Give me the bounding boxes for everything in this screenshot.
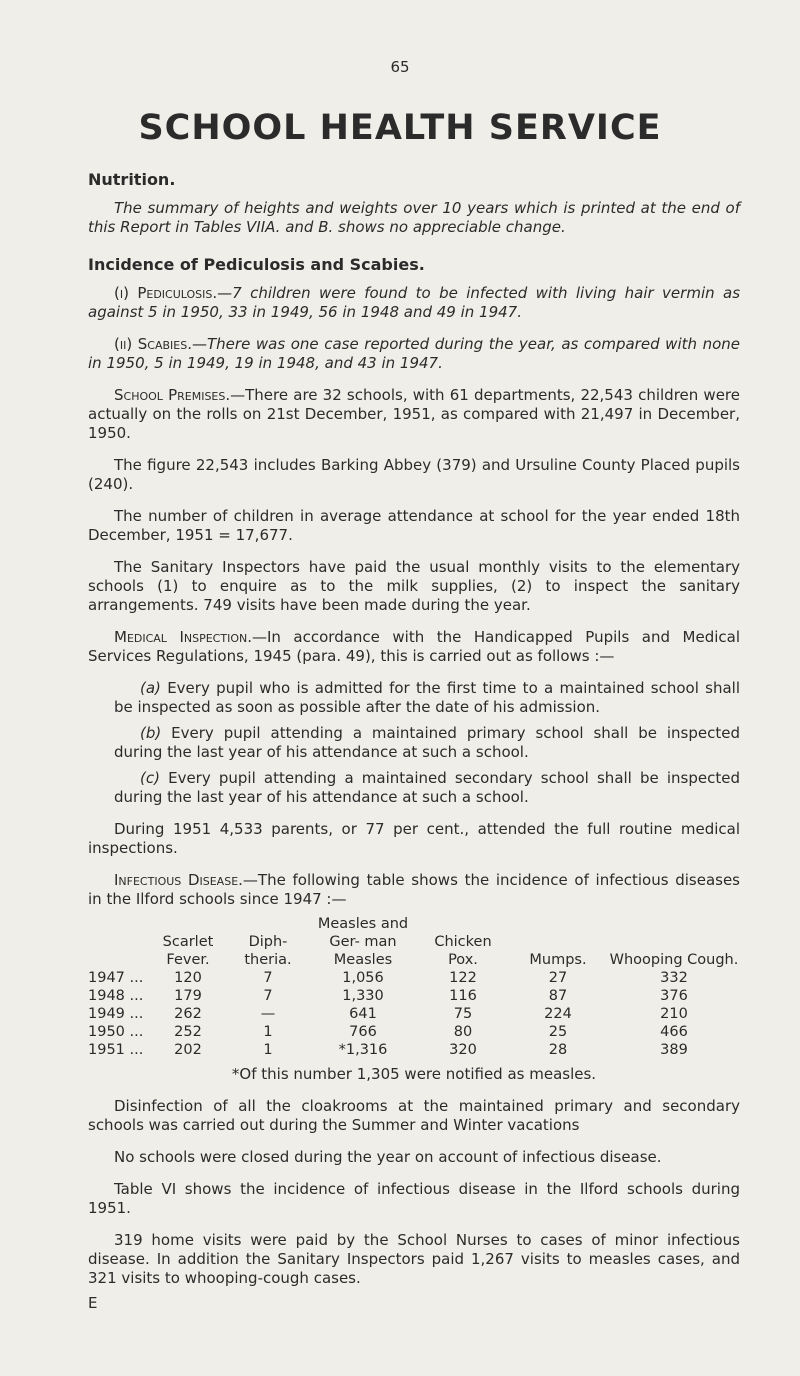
pediculosis-label: (i) Pediculosis. bbox=[114, 284, 218, 302]
list-item-marker: (a) bbox=[140, 679, 161, 697]
table-cell: 252 bbox=[174, 1024, 202, 1040]
year-label: 1949 bbox=[88, 1006, 125, 1022]
list-item-marker: (b) bbox=[140, 724, 162, 742]
table-cell: 116 bbox=[449, 988, 477, 1004]
table-cell: 27 bbox=[548, 970, 568, 986]
column-header: Diph- theria. bbox=[244, 934, 292, 968]
nutrition-text: The summary of heights and weights over 10 years which is printed at the end of this Report in Tables VIIA. and B. shows no appreciable change. bbox=[88, 199, 740, 236]
school-premises-text: —There are 32 schools, with 61 departments, 22,543 children were actually on the rolls on 21st December, 1951, as compared with 21,497 in December, 1950. bbox=[88, 386, 740, 442]
year-cell: 1951 ... bbox=[88, 1042, 144, 1058]
table-cell: 75 bbox=[453, 1006, 473, 1022]
medical-inspection-text: —In accordance with the Handicapped Pupils and Medical Services Regulations, 1945 (para. 49), this is carried out as follows :— bbox=[88, 628, 740, 665]
table-cell: 87 bbox=[548, 988, 568, 1004]
table-cell: 376 bbox=[660, 988, 688, 1004]
table-cell: 7 bbox=[263, 988, 273, 1004]
infectious-disease-label: Infectious Disease. bbox=[114, 871, 243, 889]
table-cell: 320 bbox=[449, 1042, 477, 1058]
table-cell: 1,056 bbox=[342, 970, 384, 986]
column-header: Measles and Ger- man Measles bbox=[317, 916, 409, 968]
school-premises-label: School Premises. bbox=[114, 386, 231, 404]
year-cell: 1949 ... bbox=[88, 1006, 144, 1022]
table-cell: 202 bbox=[174, 1042, 202, 1058]
document-body bbox=[88, 170, 740, 1313]
pediculosis-paragraph bbox=[88, 284, 740, 322]
closure-paragraph: No schools were closed during the year on account of infectious disease. bbox=[114, 1148, 662, 1166]
list-item-text: Every pupil attending a maintained primary school shall be inspected during the last year of his attendance at such a school. bbox=[114, 724, 740, 761]
table-footnote: *Of this number 1,305 were notified as measles. bbox=[231, 1065, 597, 1083]
table-cell: 28 bbox=[548, 1042, 568, 1058]
year-cell: 1947 ... bbox=[88, 970, 144, 986]
table-vi-paragraph: Table VI shows the incidence of infectious disease in the Ilford schools during 1951. bbox=[88, 1180, 740, 1217]
table-cell: 262 bbox=[174, 1006, 202, 1022]
page-title: SCHOOL HEALTH SERVICE bbox=[138, 108, 662, 148]
year-label: 1947 bbox=[88, 970, 125, 986]
sanitary-paragraph: The Sanitary Inspectors have paid the usual monthly visits to the elementary schools (1) to enquire as to the milk supplies, (2) to inspect the sanitary arrangements. 749 visits have been made during the year. bbox=[88, 558, 740, 614]
table-row bbox=[88, 969, 740, 987]
infectious-disease-table bbox=[88, 915, 740, 1059]
year-label: 1948 bbox=[88, 988, 125, 1004]
medical-inspection-label: Medical Inspection. bbox=[114, 628, 252, 646]
table-cell: 120 bbox=[174, 970, 202, 986]
list-item-text: Every pupil who is admitted for the first time to a maintained school shall be inspected as soon as possible after the date of his admission. bbox=[114, 679, 740, 716]
medical-inspection-paragraph bbox=[88, 628, 740, 666]
table-row bbox=[88, 1005, 740, 1023]
pediculosis-heading: Incidence of Pediculosis and Scabies. bbox=[88, 255, 425, 274]
attendance-paragraph: The number of children in average attendance at school for the year ended 18th December, 1951 = 17,677. bbox=[88, 507, 740, 544]
table-cell: 210 bbox=[660, 1006, 688, 1022]
table-cell: 1,330 bbox=[342, 988, 384, 1004]
column-header: Whooping Cough. bbox=[609, 952, 739, 968]
table-cell: 80 bbox=[453, 1024, 473, 1040]
table-row bbox=[88, 1041, 740, 1059]
pediculosis-text: —7 children were found to be infected with living hair vermin as against 5 in 1950, 33 in 1949, 56 in 1948 and 49 in 1947. bbox=[88, 284, 741, 321]
list-item bbox=[114, 724, 740, 762]
table-row bbox=[88, 987, 740, 1005]
year-cell: 1950 ... bbox=[88, 1024, 144, 1040]
column-header-year bbox=[88, 915, 148, 969]
nutrition-heading: Nutrition. bbox=[88, 170, 176, 189]
table-cell: 179 bbox=[174, 988, 202, 1004]
school-premises-paragraph bbox=[88, 386, 740, 443]
table-row bbox=[88, 1023, 740, 1041]
column-header: Scarlet Fever. bbox=[162, 934, 214, 968]
list-item bbox=[114, 679, 740, 717]
table-cell: 466 bbox=[660, 1024, 688, 1040]
table-cell: *1,316 bbox=[338, 1042, 388, 1058]
table-cell: — bbox=[260, 1006, 276, 1022]
table-header-row bbox=[88, 915, 740, 969]
list-item bbox=[114, 769, 740, 807]
table-cell: 25 bbox=[548, 1024, 568, 1040]
table-cell: 7 bbox=[263, 970, 273, 986]
year-label: 1951 bbox=[88, 1042, 125, 1058]
infectious-disease-text: —The following table shows the incidence of infectious diseases in the Ilford schools since 1947 :— bbox=[88, 871, 740, 908]
table-cell: 1 bbox=[263, 1042, 273, 1058]
scabies-text: —There was one case reported during the year, as compared with none in 1950, 5 in 1949, 19 in 1948, and 43 in 1947. bbox=[88, 335, 740, 372]
table-cell: 389 bbox=[660, 1042, 688, 1058]
column-header: Chicken Pox. bbox=[434, 934, 492, 968]
parents-paragraph: During 1951 4,533 parents, or 77 per cent., attended the full routine medical inspections. bbox=[88, 820, 740, 857]
scabies-label: (ii) Scabies. bbox=[114, 335, 192, 353]
signature-mark: E bbox=[88, 1294, 98, 1312]
column-header: Mumps. bbox=[529, 952, 587, 968]
disinfection-paragraph: Disinfection of all the cloakrooms at the maintained primary and secondary schools was carried out during the Summer and Winter vacations bbox=[88, 1097, 740, 1134]
figure-paragraph: The figure 22,543 includes Barking Abbey (379) and Ursuline County Placed pupils (240). bbox=[88, 456, 740, 493]
page-number: 65 bbox=[390, 58, 410, 76]
scabies-paragraph bbox=[88, 335, 740, 373]
table-cell: 1 bbox=[263, 1024, 273, 1040]
table-cell: 641 bbox=[349, 1006, 377, 1022]
list-item-marker: (c) bbox=[140, 769, 160, 787]
year-label: 1950 bbox=[88, 1024, 125, 1040]
home-visits-paragraph: 319 home visits were paid by the School Nurses to cases of minor infectious disease. In addition the Sanitary Inspectors paid 1,267 visits to measles cases, and 321 visits to whooping-cough cases. bbox=[88, 1231, 740, 1287]
list-item-text: Every pupil attending a maintained secondary school shall be inspected during the last year of his attendance at such a school. bbox=[114, 769, 740, 806]
year-cell: 1948 ... bbox=[88, 988, 144, 1004]
infectious-disease-paragraph bbox=[88, 871, 740, 909]
table-cell: 224 bbox=[544, 1006, 572, 1022]
table-cell: 332 bbox=[660, 970, 688, 986]
table-cell: 122 bbox=[449, 970, 477, 986]
table-cell: 766 bbox=[349, 1024, 377, 1040]
